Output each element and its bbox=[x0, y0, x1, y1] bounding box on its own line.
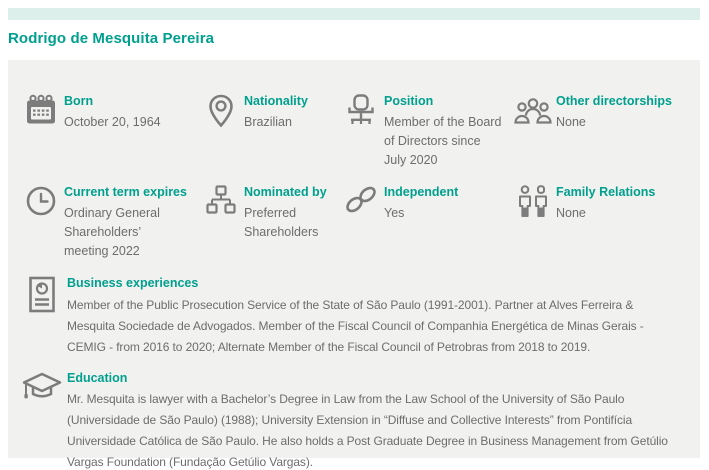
field-nominated-by bbox=[205, 185, 345, 276]
top-accent-bar bbox=[8, 8, 700, 20]
people-group-icon bbox=[517, 94, 549, 126]
org-chart-icon bbox=[205, 185, 237, 215]
field-family-relations bbox=[517, 185, 684, 276]
field-value: Member of the Board of Directors since July 2020 bbox=[384, 114, 502, 168]
field-label: Independent bbox=[384, 185, 459, 199]
field-label: Born bbox=[64, 94, 94, 108]
chain-link-icon bbox=[345, 185, 377, 215]
field-value: October 20, 1964 bbox=[64, 114, 161, 129]
profile-name: Rodrigo de Mesquita Pereira bbox=[8, 30, 215, 47]
section-text: Member of the Public Prosecution Service of the State of São Paulo (1991-2001). Partner at Alves Ferreira & Mesquita Sociedade de Advogados. Member of the Fiscal Council of Companhia Energética de Minas Gerais - CEMIG - from 2016 to 2020; Alternate Member of the Fiscal Council of Petrobras from 2018 to 2019. bbox=[67, 297, 644, 354]
section-text: Mr. Mesquita is lawyer with a Bachelor’s Degree in Law from the Law School of the University of São Paulo (Universidade de São Paulo) (1988); University Extension in “Diffuse and Collective Interests” from Pontifícia Universidade Católica de São Paulo. He also holds a Post Graduate Degree in Business Management from Getúlio Vargas Foundation (Fundação Getúlio Vargas). bbox=[67, 392, 668, 470]
field-label: Current term expires bbox=[64, 185, 187, 199]
field-label: Nominated by bbox=[244, 185, 327, 199]
calendar-icon bbox=[25, 94, 57, 127]
field-value: Yes bbox=[384, 205, 405, 220]
section-label: Business experiences bbox=[67, 276, 199, 290]
field-value: Ordinary General Shareholders’ meeting 2022 bbox=[64, 205, 160, 259]
field-nationality bbox=[205, 94, 345, 185]
field-current-term bbox=[25, 185, 205, 276]
clock-icon bbox=[25, 185, 57, 217]
field-other-directorships bbox=[517, 94, 684, 185]
field-label: Family Relations bbox=[556, 185, 656, 199]
info-grid bbox=[25, 94, 684, 276]
section-label: Education bbox=[67, 370, 128, 385]
section-education bbox=[25, 371, 684, 470]
family-icon bbox=[517, 185, 549, 218]
map-pin-icon bbox=[205, 94, 237, 128]
field-independent bbox=[345, 185, 517, 276]
field-value: None bbox=[556, 114, 586, 129]
profile-panel bbox=[8, 60, 700, 470]
chair-icon bbox=[345, 94, 377, 128]
section-business-experiences bbox=[25, 276, 684, 358]
graduation-cap-icon bbox=[25, 371, 59, 405]
field-position bbox=[345, 94, 517, 185]
field-value: Preferred Shareholders bbox=[244, 205, 319, 239]
field-value: None bbox=[556, 205, 586, 220]
document-icon bbox=[25, 276, 59, 314]
field-label: Other directorships bbox=[556, 94, 672, 108]
field-value: Brazilian bbox=[244, 114, 292, 129]
field-label: Position bbox=[384, 94, 434, 108]
field-born bbox=[25, 94, 205, 185]
field-label: Nationality bbox=[244, 94, 308, 108]
